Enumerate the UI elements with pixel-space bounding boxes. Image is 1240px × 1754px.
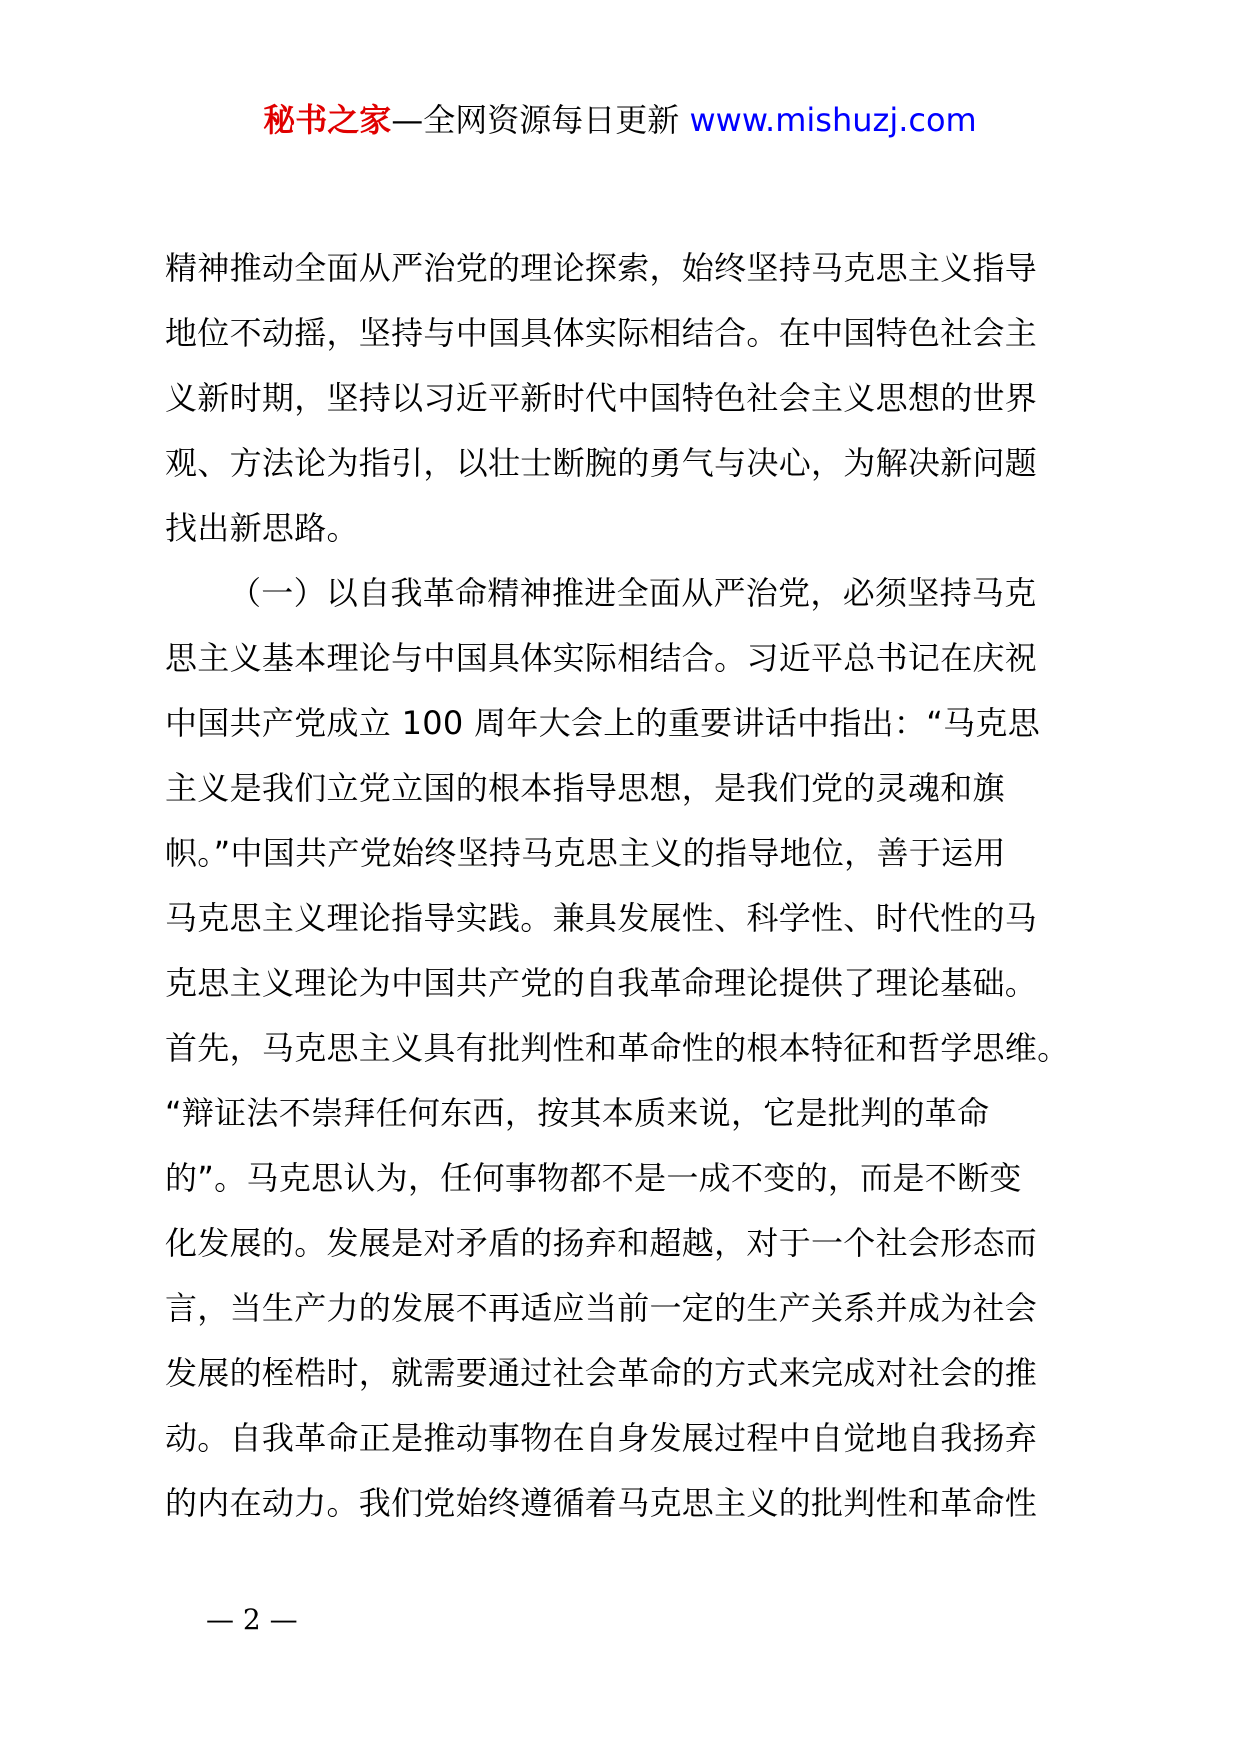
- paragraph-line: 思主义基本理论与中国具体实际相结合。习近平总书记在庆祝: [165, 639, 1038, 677]
- paragraph-line: 义新时期，坚持以习近平新时代中国特色社会主义思想的世界: [165, 379, 1038, 417]
- paragraph-line: 言，当生产力的发展不再适应当前一定的生产关系并成为社会: [165, 1289, 1038, 1327]
- paragraph-line: 地位不动摇，坚持与中国具体实际相结合。在中国特色社会主: [165, 314, 1038, 352]
- page-number: — 2 —: [206, 1603, 298, 1636]
- paragraph-line: 观、方法论为指引，以壮士断腕的勇气与决心，为解决新问题: [165, 444, 1038, 482]
- document-body: [165, 236, 1085, 1536]
- site-header: [0, 96, 1240, 144]
- paragraph-line: （一）以自我革命精神推进全面从严治党，必须坚持马克: [229, 574, 1037, 612]
- paragraph-line: 的内在动力。我们党始终遵循着马克思主义的批判性和革命性: [165, 1484, 1038, 1522]
- paragraph-line: 帜。”中国共产党始终坚持马克思主义的指导地位，善于运用: [165, 834, 1006, 872]
- paragraph-line: 首先，马克思主义具有批判性和革命性的根本特征和哲学思维。: [165, 1029, 1070, 1067]
- site-tagline: —全网资源每日更新: [391, 101, 680, 139]
- paragraph-line: 找出新思路。: [165, 509, 359, 547]
- paragraph-line: 克思主义理论为中国共产党的自我革命理论提供了理论基础。: [165, 964, 1038, 1002]
- site-brand: 秘书之家: [263, 101, 392, 139]
- paragraph-line: 主义是我们立党立国的根本指导思想，是我们党的灵魂和旗: [165, 769, 1005, 807]
- paragraph-line: 发展的桎梏时，就需要通过社会革命的方式来完成对社会的推: [165, 1354, 1038, 1392]
- paragraph-line: 化发展的。发展是对矛盾的扬弃和超越，对于一个社会形态而: [165, 1224, 1038, 1262]
- paragraph-line: 精神推动全面从严治党的理论探索，始终坚持马克思主义指导: [165, 249, 1038, 287]
- paragraph-line: 中国共产党成立 100 周年大会上的重要讲话中指出：“马克思: [165, 704, 1041, 742]
- site-url-link[interactable]: www.mishuzj.com: [689, 101, 977, 139]
- paragraph-line: 马克思主义理论指导实践。兼具发展性、科学性、时代性的马: [165, 899, 1038, 937]
- paragraph-line: “辩证法不崇拜任何东西，按其本质来说，它是批判的革命: [165, 1094, 990, 1132]
- paragraph-line: 的”。马克思认为，任何事物都不是一成不变的，而是不断变: [165, 1159, 1022, 1197]
- paragraph-line: 动。自我革命正是推动事物在自身发展过程中自觉地自我扬弃: [165, 1419, 1038, 1457]
